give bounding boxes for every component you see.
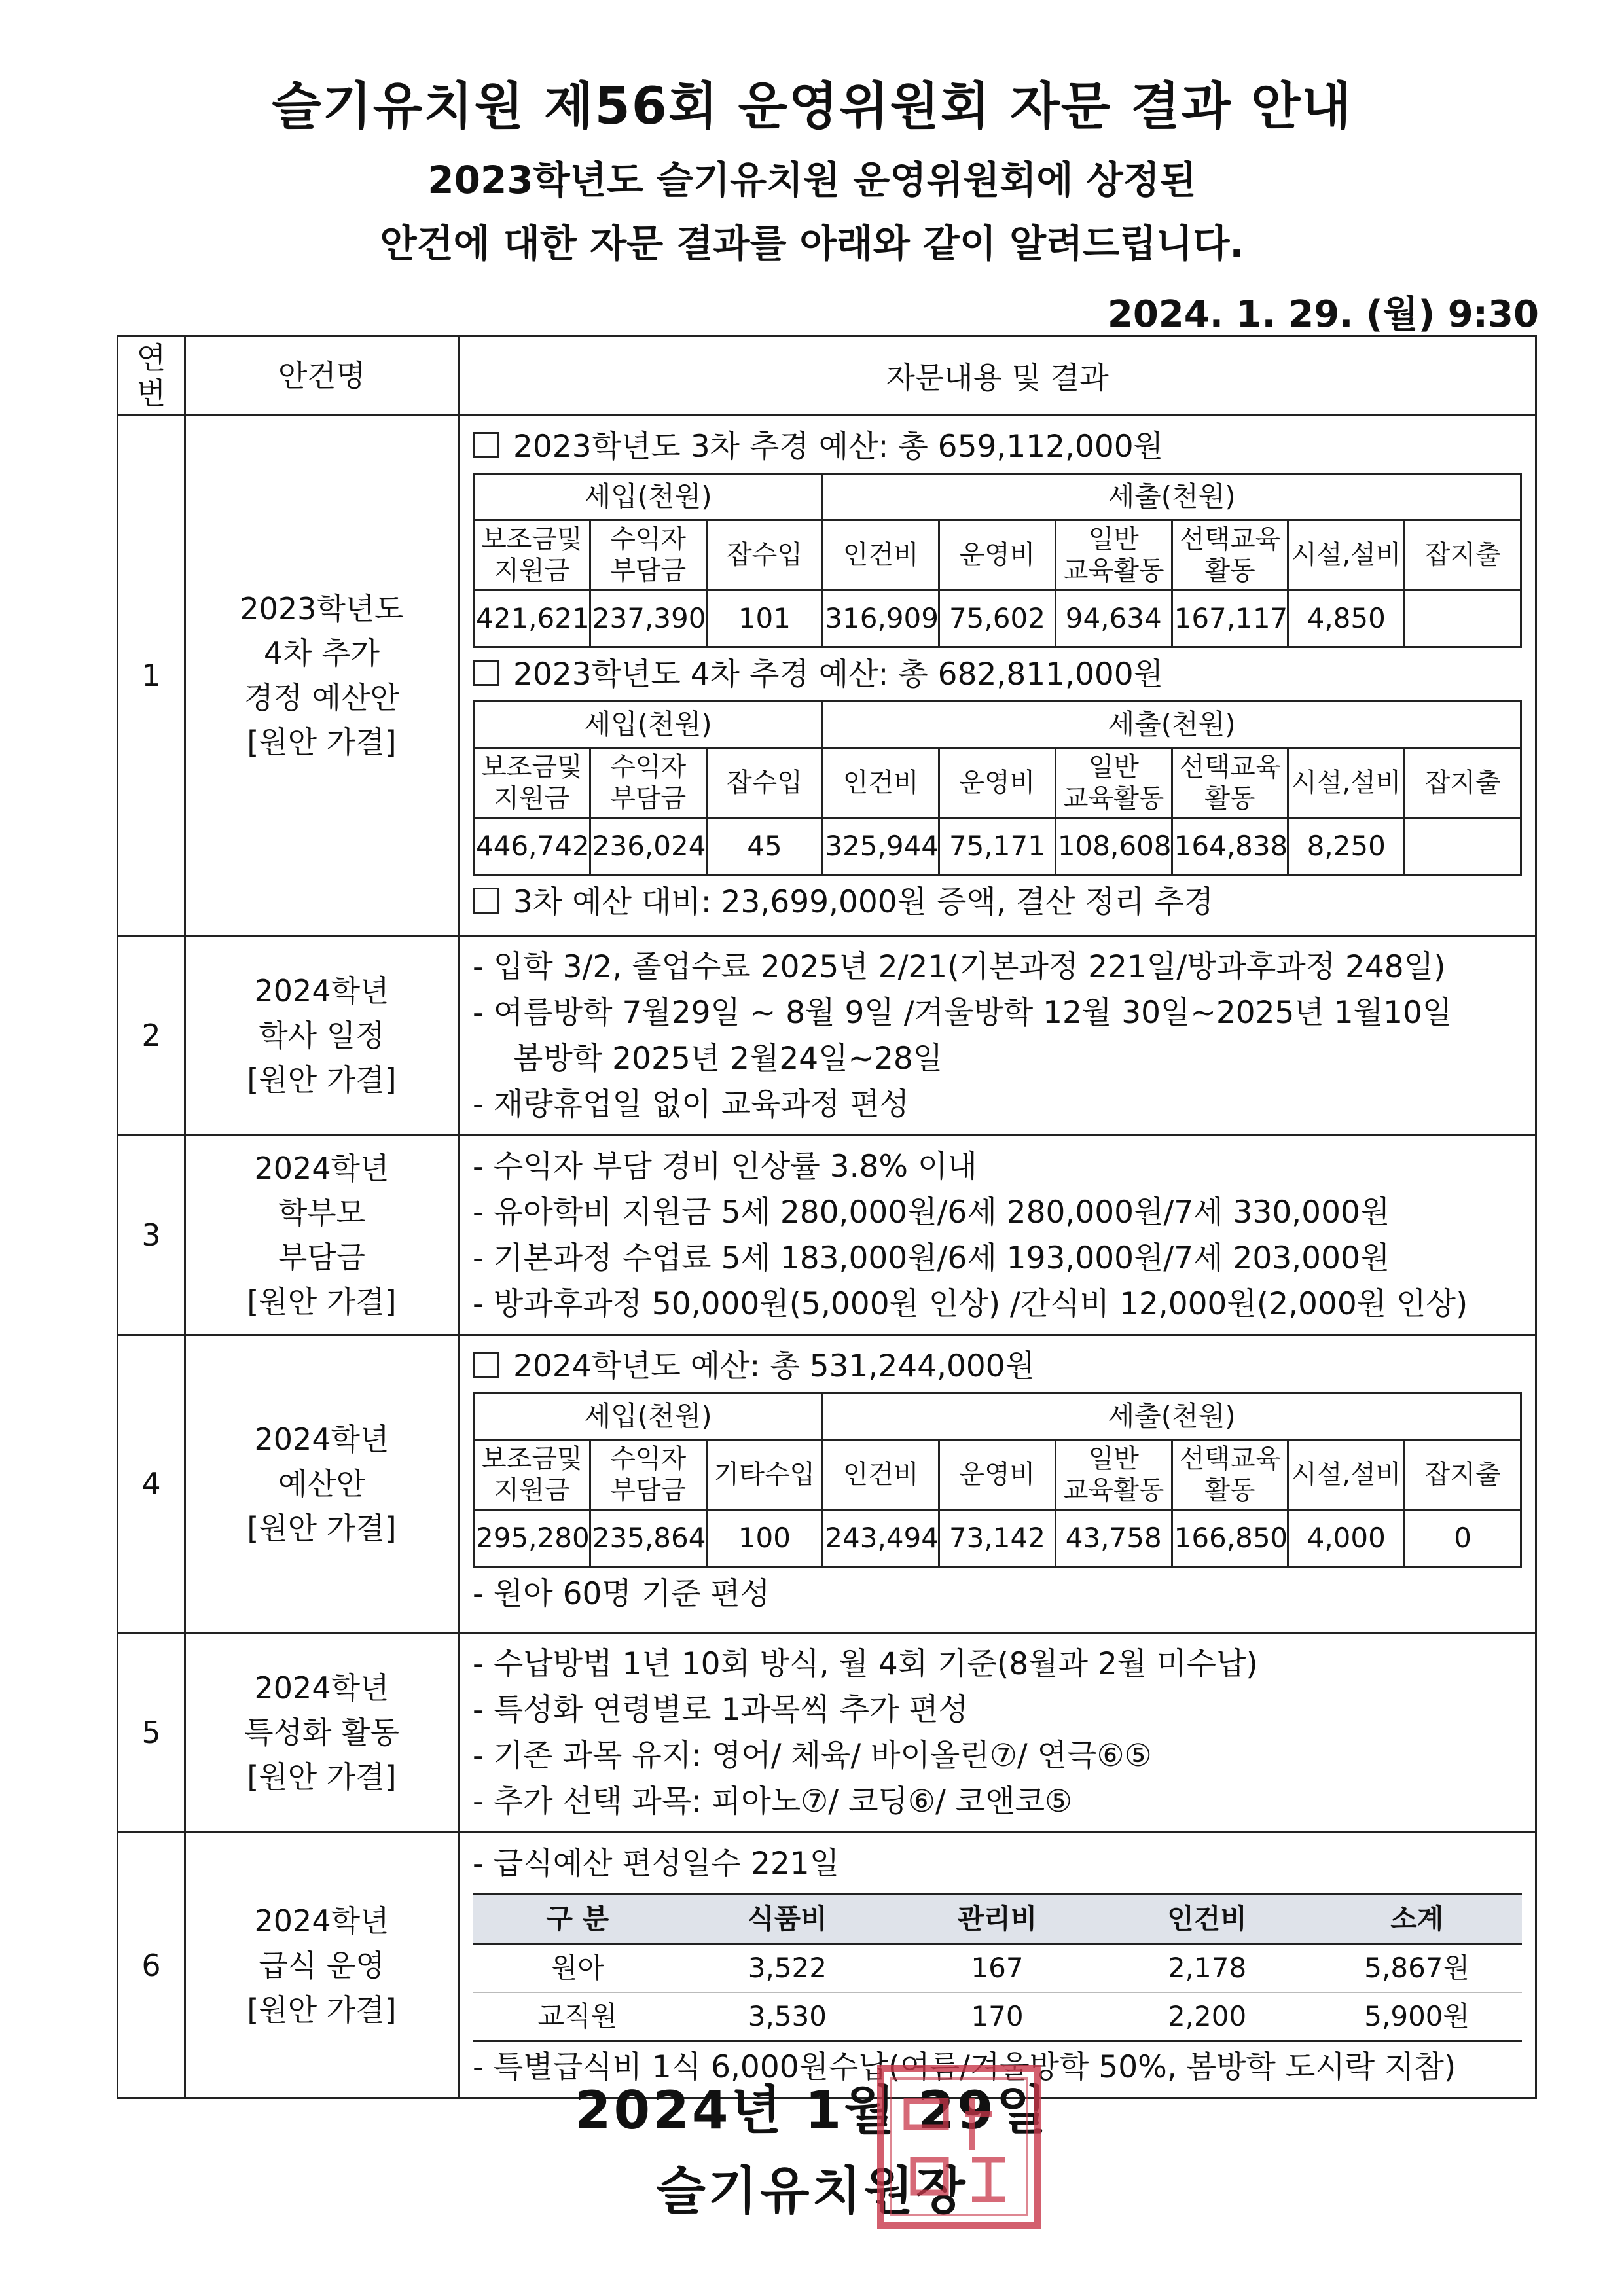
agenda-result: [원안 가결] [247, 1062, 397, 1098]
checkbox-icon [473, 888, 499, 914]
header-number-bottom: 번 [136, 376, 166, 411]
budget-value-cell: 4,850 [1288, 590, 1405, 647]
agenda-name-line: 예산안 [278, 1466, 366, 1501]
meal-cell: 5,867원 [1312, 1944, 1522, 1993]
budget-2024-table [473, 1392, 1522, 1568]
budget-header-cell: 선택교육 활동 [1172, 1440, 1288, 1510]
agenda-content [459, 1833, 1536, 2098]
agenda-name-line: 2024학년 [254, 1151, 389, 1186]
budget-header-cell: 일반 교육활동 [1055, 520, 1172, 590]
agenda-row-6 [118, 1833, 1536, 2098]
agenda-name [185, 416, 459, 936]
budget-value-cell: 75,602 [939, 590, 1056, 647]
budget-a-headers [474, 520, 1521, 590]
budget-header-cell: 잡지출 [1405, 520, 1521, 590]
agenda-result: [원안 가결] [247, 1759, 397, 1795]
budget-a-title: 2023학년도 3차 추경 예산: 총 659,112,000원 [513, 429, 1164, 465]
budget-value-cell: 166,850 [1172, 1510, 1288, 1567]
income-label: 세입(천원) [474, 474, 823, 520]
agenda-name [185, 1633, 459, 1833]
agenda-name-line: 2024학년 [254, 1670, 389, 1706]
budget-a-heading [473, 424, 1522, 470]
meal-header-cell: 소계 [1312, 1895, 1522, 1944]
agenda-name-line: 2023학년도 [240, 591, 404, 626]
meal-row [473, 1944, 1522, 1993]
agenda-name-line: 학부모 [278, 1195, 366, 1230]
agenda-content [459, 416, 1536, 936]
agenda-row-2 [118, 936, 1536, 1136]
budget-header-cell: 잡지출 [1405, 1440, 1521, 1510]
agenda-name-line: 2024학년 [254, 1422, 389, 1457]
meal-cell: 원아 [473, 1944, 683, 1993]
row-number: 1 [118, 416, 185, 936]
agenda-name-line: 급식 운영 [259, 1947, 385, 1983]
expense-label: 세출(천원) [823, 1393, 1521, 1440]
header-number-top: 연 [136, 340, 166, 376]
budget-value-cell: 8,250 [1288, 818, 1405, 875]
agenda-name [185, 1136, 459, 1335]
agenda-name-line: 특성화 활동 [244, 1715, 399, 1750]
budget-b-values [474, 818, 1521, 875]
content-line: - 특성화 연령별로 1과목씩 추가 편성 [473, 1692, 969, 1728]
budget-value-cell: 75,171 [939, 818, 1056, 875]
budget-a-values [474, 590, 1521, 647]
content-line: - 방과후과정 50,000원(5,000원 인상) /간식비 12,000원(2,000원 인상) [473, 1286, 1468, 1322]
content-line: - 여름방학 7월29일 ~ 8월 9일 /겨울방학 12월 30일~2025년 1월10일 [473, 995, 1453, 1031]
row-number: 3 [118, 1136, 185, 1335]
budget-note-text: 3차 예산 대비: 23,699,000원 증액, 결산 정리 추경 [513, 884, 1214, 920]
expense-label: 세출(천원) [823, 702, 1521, 748]
budget-header-cell: 보조금및 지원금 [474, 1440, 590, 1510]
expense-label: 세출(천원) [823, 474, 1521, 520]
agenda-table [117, 335, 1537, 2099]
meal-cell: 170 [892, 1992, 1102, 2041]
meal-cell: 3,522 [683, 1944, 893, 1993]
budget-header-cell: 운영비 [939, 1440, 1056, 1510]
agenda-name-line: 학사 일정 [259, 1018, 385, 1053]
content-line: - 특별급식비 1식 6,000원수납(여름/겨울방학 50%, 봄방학 도시락 지참) [473, 2049, 1456, 2085]
budget-header-cell: 선택교육 활동 [1172, 748, 1288, 818]
meal-cell: 2,178 [1102, 1944, 1312, 1993]
budget-value-cell: 94,634 [1055, 590, 1172, 647]
row-number: 2 [118, 936, 185, 1136]
page-title: 슬기유치원 제56회 운영위원회 자문 결과 안내 [272, 77, 1352, 136]
agenda-name [185, 1833, 459, 2098]
agenda-row-4 [118, 1335, 1536, 1633]
subtitle-line-2: 안건에 대한 자문 결과를 아래와 같이 알려드립니다. [380, 221, 1244, 266]
budget-value-cell: 235,864 [590, 1510, 706, 1567]
meal-header-cell: 구 분 [473, 1895, 683, 1944]
budget-header-cell: 보조금및 지원금 [474, 748, 590, 818]
checkbox-icon [473, 1352, 499, 1378]
row-number: 4 [118, 1335, 185, 1633]
content-line: - 재량휴업일 없이 교육과정 편성 [473, 1086, 909, 1122]
agenda-name-line: 2024학년 [254, 973, 389, 1009]
budget-2024-title: 2024학년도 예산: 총 531,244,000원 [513, 1348, 1036, 1384]
agenda-result: [원안 가결] [247, 1992, 397, 2028]
meal-cell: 3,530 [683, 1992, 893, 2041]
content-line: - 수납방법 1년 10회 방식, 월 4회 기준(8월과 2월 미수납) [473, 1646, 1258, 1682]
agenda-name [185, 1335, 459, 1633]
content-line: - 유아학비 지원금 5세 280,000원/6세 280,000원/7세 330,000원 [473, 1194, 1390, 1230]
agenda-content [459, 1335, 1536, 1633]
budget-header-cell: 인건비 [823, 748, 939, 818]
budget-header-cell: 잡수입 [706, 520, 823, 590]
budget-2024-headers [474, 1440, 1521, 1510]
budget-header-cell: 수익자 부담금 [590, 748, 706, 818]
budget-value-cell: 73,142 [939, 1510, 1056, 1567]
budget-value-cell: 446,742 [474, 818, 590, 875]
budget-value-cell: 45 [706, 818, 823, 875]
budget-header-cell: 시설,설비 [1288, 1440, 1405, 1510]
budget-value-cell: 316,909 [823, 590, 939, 647]
meal-cell: 2,200 [1102, 1992, 1312, 2041]
agenda-content [459, 1136, 1536, 1335]
budget-header-cell: 시설,설비 [1288, 520, 1405, 590]
checkbox-icon [473, 660, 499, 686]
budget-value-cell: 4,000 [1288, 1510, 1405, 1567]
budget-value-cell: 43,758 [1055, 1510, 1172, 1567]
row-number: 5 [118, 1633, 185, 1833]
content-line: - 기본과정 수업료 5세 183,000원/6세 193,000원/7세 203,000원 [473, 1240, 1390, 1276]
budget-header-cell: 잡수입 [706, 748, 823, 818]
budget-value-cell: 243,494 [823, 1510, 939, 1567]
meal-header-row [473, 1895, 1522, 1944]
meeting-date: 2024. 1. 29. (월) 9:30 [1107, 293, 1539, 336]
budget-value-cell: 421,621 [474, 590, 590, 647]
budget-value-cell: 108,608 [1055, 818, 1172, 875]
footer-signature: 슬기유치원장 [656, 2162, 968, 2221]
budget-note [473, 880, 1522, 925]
budget-value-cell: 237,390 [590, 590, 706, 647]
meal-row [473, 1992, 1522, 2041]
budget-2024-values [474, 1510, 1521, 1567]
header-number [118, 336, 185, 416]
budget-header-cell: 시설,설비 [1288, 748, 1405, 818]
budget-2024-heading [473, 1344, 1522, 1390]
subtitle-line-1: 2023학년도 슬기유치원 운영위원회에 상정된 [427, 158, 1197, 202]
meal-header-cell: 인건비 [1102, 1895, 1312, 1944]
budget-header-cell: 잡지출 [1405, 748, 1521, 818]
header-agenda-name: 안건명 [185, 336, 459, 416]
agenda-name-line: 2024학년 [254, 1903, 389, 1939]
budget-header-cell: 운영비 [939, 748, 1056, 818]
header-content: 자문내용 및 결과 [459, 336, 1536, 416]
budget-header-cell: 수익자 부담금 [590, 520, 706, 590]
checkbox-icon [473, 432, 499, 458]
budget-header-cell: 보조금및 지원금 [474, 520, 590, 590]
budget-header-cell: 운영비 [939, 520, 1056, 590]
budget-value-cell: 101 [706, 590, 823, 647]
budget-value-cell: 325,944 [823, 818, 939, 875]
agenda-row-1 [118, 416, 1536, 936]
content-line: - 입학 3/2, 졸업수료 2025년 2/21(기본과정 221일/방과후과정 248일) [473, 949, 1446, 985]
budget-value-cell: 236,024 [590, 818, 706, 875]
meal-cell: 교직원 [473, 1992, 683, 2041]
budget-value-cell: 295,280 [474, 1510, 590, 1567]
agenda-result: [원안 가결] [247, 1511, 397, 1546]
row-number: 6 [118, 1833, 185, 2098]
budget-header-cell: 선택교육 활동 [1172, 520, 1288, 590]
budget-header-cell: 일반 교육활동 [1055, 1440, 1172, 1510]
budget-value-cell: 100 [706, 1510, 823, 1567]
agenda-name-line: 부담금 [278, 1240, 366, 1275]
budget-value-cell: 0 [1405, 1510, 1521, 1567]
budget-header-cell: 인건비 [823, 520, 939, 590]
content-line: - 급식예산 편성일수 221일 [473, 1846, 840, 1882]
budget-b-heading [473, 652, 1522, 698]
budget-a-table [473, 473, 1522, 648]
agenda-result: [원안 가결] [247, 1284, 397, 1319]
budget-value-cell [1405, 590, 1521, 647]
footer-date: 2024년 1월 29일 [574, 2080, 1050, 2141]
agenda-result: [원안 가결] [247, 725, 397, 760]
budget-b-headers [474, 748, 1521, 818]
agenda-content [459, 1633, 1536, 1833]
agenda-name-line: 경정 예산안 [244, 680, 399, 715]
agenda-row-3 [118, 1136, 1536, 1335]
meal-header-cell: 관리비 [892, 1895, 1102, 1944]
budget-value-cell: 164,838 [1172, 818, 1288, 875]
budget-header-cell: 기타수입 [706, 1440, 823, 1510]
budget-header-cell: 인건비 [823, 1440, 939, 1510]
agenda-name [185, 936, 459, 1136]
official-seal-icon [874, 2062, 1044, 2232]
agenda-row-5 [118, 1633, 1536, 1833]
budget-b-table [473, 700, 1522, 876]
income-label: 세입(천원) [474, 1393, 823, 1440]
income-label: 세입(천원) [474, 702, 823, 748]
budget-value-cell: 167,117 [1172, 590, 1288, 647]
meal-header-cell: 식품비 [683, 1895, 893, 1944]
meal-budget-table [473, 1893, 1522, 2042]
budget-b-title: 2023학년도 4차 추경 예산: 총 682,811,000원 [513, 656, 1164, 692]
content-line: 봄방학 2025년 2월24일~28일 [513, 1041, 943, 1077]
content-line: - 수익자 부담 경비 인상률 3.8% 이내 [473, 1149, 977, 1185]
content-line: - 기존 과목 유지: 영어/ 체육/ 바이올린⑦/ 연극⑥⑤ [473, 1738, 1152, 1774]
agenda-content [459, 936, 1536, 1136]
content-line: - 원아 60명 기준 편성 [473, 1576, 770, 1612]
meal-cell: 5,900원 [1312, 1992, 1522, 2041]
agenda-name-line: 4차 추가 [263, 636, 380, 671]
meal-cell: 167 [892, 1944, 1102, 1993]
budget-value-cell [1405, 818, 1521, 875]
content-line: - 추가 선택 과목: 피아노⑦/ 코딩⑥/ 코앤코⑤ [473, 1784, 1073, 1820]
budget-header-cell: 수익자 부담금 [590, 1440, 706, 1510]
budget-header-cell: 일반 교육활동 [1055, 748, 1172, 818]
